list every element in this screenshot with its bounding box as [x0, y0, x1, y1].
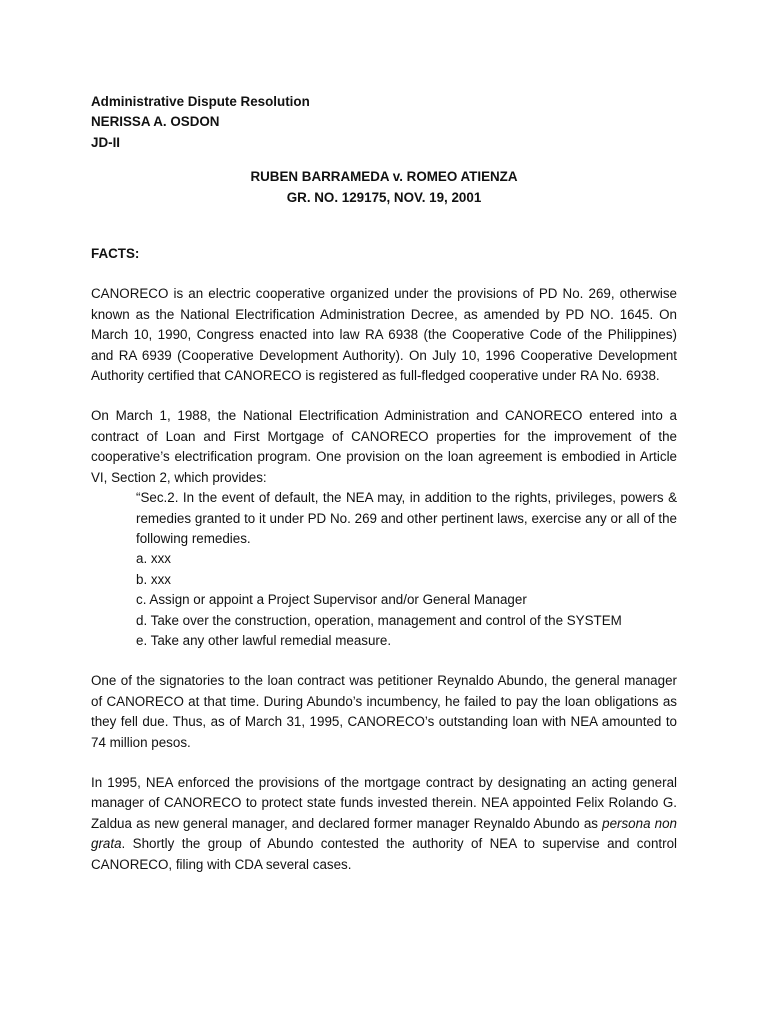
document-header	[91, 92, 677, 153]
facts-heading: FACTS:	[91, 246, 140, 262]
quote-item: b. xxx	[136, 571, 171, 587]
paragraph-text: In 1995, NEA enforced the provisions of the mortgage contract by designating an acting general manager of CANORECO to protect state funds invested therein. NEA appointed Felix Rolando G. Zaldua as new general manager, and declared former manager Reynaldo Abundo as	[91, 774, 677, 831]
quote-intro: “Sec.2. In the event of default, the NEA may, in addition to the rights, privileges, powers & remedies granted to it under PD No. 269 and other pertinent laws, exercise any or all of the following remedies.	[136, 490, 677, 546]
quote-item: c. Assign or appoint a Project Supervisor and/or General Manager	[136, 592, 527, 608]
facts-paragraph-3: One of the signatories to the loan contract was petitioner Reynaldo Abundo, the general manager of CANORECO at that time. During Abundo’s incumbency, he failed to pay the loan obligations as they fell due. Thus, as of March 31, 1995, CANORECO’s outstanding loan with NEA amounted to 74 million pesos.	[91, 673, 677, 750]
course-name: Administrative Dispute Resolution	[91, 94, 310, 109]
facts-paragraph-2: On March 1, 1988, the National Electrification Administration and CANORECO entered into a contract of Loan and First Mortgage of CANORECO properties for the improvement of the cooperative’s electrification program. One provision on the loan agreement is embodied in Article VI, Section 2, which provides:	[91, 408, 677, 485]
quote-item: a. xxx	[136, 551, 171, 567]
quoted-provision	[91, 488, 677, 651]
facts-paragraph-1: CANORECO is an electric cooperative organized under the provisions of PD No. 269, otherwise known as the National Electrification Administration Decree, as amended by PD NO. 1645. On March 10, 1990, Congress enacted into law RA 6938 (the Cooperative Code of the Philippines) and RA 6939 (Cooperative Development Authority). On July 10, 1996 Cooperative Development Authority certified that CANORECO is registered as full-fledged cooperative under RA No. 6938.	[91, 286, 677, 384]
author-name: NERISSA A. OSDON	[91, 114, 220, 130]
quote-item: e. Take any other lawful remedial measure.	[136, 632, 392, 648]
quote-item: d. Take over the construction, operation, management and control of the SYSTEM	[136, 612, 622, 628]
italic-term: persona non grata	[91, 815, 677, 852]
case-heading	[91, 167, 677, 208]
year-level: JD-II	[91, 134, 121, 150]
case-title: RUBEN BARRAMEDA v. ROMEO ATIENZA	[250, 169, 518, 185]
facts-paragraph-4	[91, 773, 677, 875]
case-citation: GR. NO. 129175, NOV. 19, 2001	[286, 189, 482, 205]
paragraph-text: . Shortly the group of Abundo contested the authority of NEA to supervise and control CANORECO, filing with CDA several cases.	[91, 836, 677, 872]
document-body	[91, 92, 677, 875]
